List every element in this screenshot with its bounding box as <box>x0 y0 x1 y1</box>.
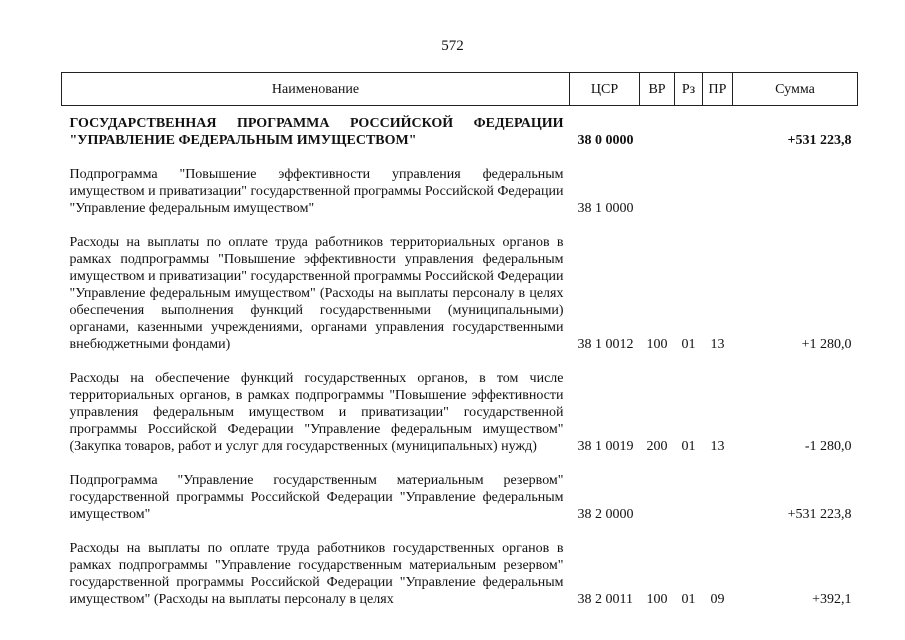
row-name: Подпрограмма "Управление государственным материальным резервом" государственной программы Российской Федерации "Управление федеральным имуществом" <box>69 473 564 522</box>
page-number: 572 <box>441 38 464 54</box>
row-vr: 100 <box>646 337 668 352</box>
row-vr <box>640 106 675 158</box>
row-pr <box>703 106 733 158</box>
table-row <box>62 157 858 225</box>
row-name: Расходы на выплаты по оплате труда работников территориальных органов в рамках подпрограммы "Повышение эффективности управления федеральным имуществом и приватизации" государственной программы Российской Федерации "Управление федеральным имуществом" (Расходы на выплаты персоналу в целях обеспечения выполнения функций государственными (муниципальными) органами, казенными учреждениями, органами управления государственными внебюджетными фондами) <box>69 235 564 352</box>
header-name: Наименование <box>62 73 570 106</box>
row-rz <box>675 157 703 225</box>
row-name: Расходы на выплаты по оплате труда работников государственных органов в рамках подпрограммы "Управление государственным материальным резервом" государственной программы Российской Федерации "Управление федеральным имуществом" (Расходы на выплаты персоналу в целях <box>69 541 564 607</box>
row-rz: 01 <box>681 337 696 352</box>
row-pr: 13 <box>710 439 725 454</box>
table-row <box>62 361 858 463</box>
row-pr <box>703 157 733 225</box>
row-csr: 38 2 0000 <box>577 507 634 522</box>
row-vr: 200 <box>646 439 668 454</box>
row-csr: 38 1 0000 <box>577 201 634 216</box>
table-row <box>62 531 858 616</box>
table-row <box>62 463 858 531</box>
header-vr: ВР <box>640 73 675 106</box>
header-rz: Рз <box>675 73 703 106</box>
row-csr: 38 1 0012 <box>577 337 634 352</box>
row-name: Расходы на обеспечение функций государственных органов, в том числе территориальных органов, в рамках подпрограммы "Повышение эффективности управления федеральным имуществом и приватизации" государственной программы Российской Федерации "Управление федеральным имуществом" (Закупка товаров, работ и услуг для государственных (муниципальных) нужд) <box>69 371 564 454</box>
row-rz <box>675 106 703 158</box>
row-csr: 38 0 0000 <box>577 133 634 148</box>
header-sum: Сумма <box>733 73 858 106</box>
table-row <box>62 225 858 361</box>
row-name: Подпрограмма "Повышение эффективности управления федеральным имуществом и приватизации" государственной программы Российской Федерации "Управление федеральным имуществом" <box>69 167 564 216</box>
row-rz <box>675 463 703 531</box>
row-sum: +392,1 <box>812 592 852 607</box>
row-sum: +531 223,8 <box>787 133 852 148</box>
row-pr: 13 <box>710 337 725 352</box>
row-pr: 09 <box>710 592 725 607</box>
row-pr <box>703 463 733 531</box>
row-rz: 01 <box>681 592 696 607</box>
table-header-row <box>62 73 858 106</box>
row-sum <box>733 157 858 225</box>
row-sum: +531 223,8 <box>787 507 852 522</box>
budget-table <box>61 72 858 616</box>
row-sum: +1 280,0 <box>801 337 852 352</box>
row-vr <box>640 157 675 225</box>
row-csr: 38 2 0011 <box>577 592 633 607</box>
row-sum: -1 280,0 <box>804 439 852 454</box>
header-csr: ЦСР <box>570 73 640 106</box>
row-vr <box>640 463 675 531</box>
row-csr: 38 1 0019 <box>577 439 634 454</box>
header-pr: ПР <box>703 73 733 106</box>
row-rz: 01 <box>681 439 696 454</box>
row-vr: 100 <box>646 592 668 607</box>
row-name: ГОСУДАРСТВЕННАЯ ПРОГРАММА РОССИЙСКОЙ ФЕДЕРАЦИИ "УПРАВЛЕНИЕ ФЕДЕРАЛЬНЫМ ИМУЩЕСТВОМ" <box>69 116 564 148</box>
table-row-program <box>62 106 858 158</box>
